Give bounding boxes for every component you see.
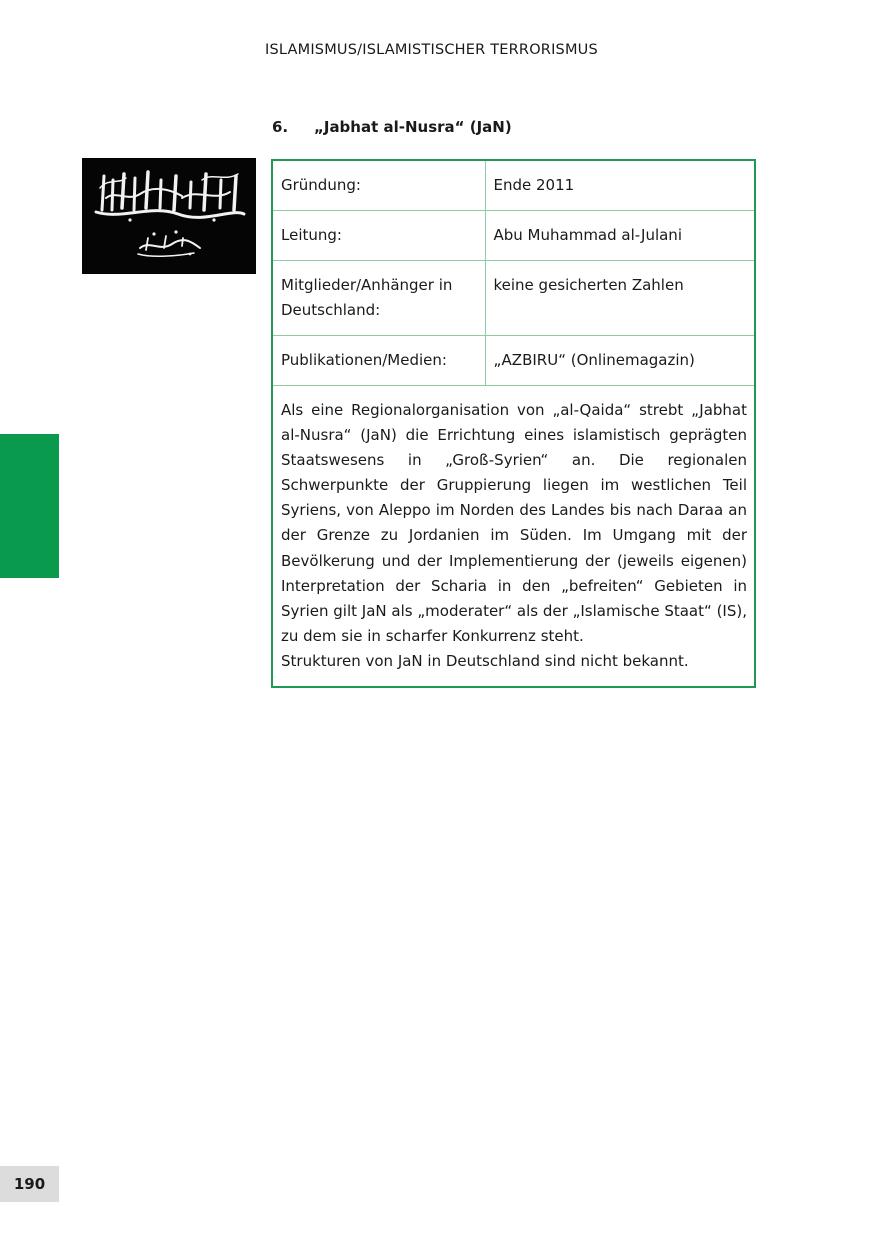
description-block: [273, 386, 754, 686]
facts-table: [273, 161, 754, 386]
calligraphy-banner-icon: [82, 158, 256, 274]
closing-text: Strukturen von JaN in Deutschland sind nicht bekannt.: [281, 651, 689, 670]
description-text: Als eine Regionalorganisation von „al-Qaida“ strebt „Jabhat al-Nusra“ (JaN) die Errichtung eines islamistisch geprägten Staatswesens in „Groß-Syrien“ an. Die regionalen Schwerpunkte der Gruppierung liegen im westlichen Teil Syriens, von Aleppo im Norden des Landes bis nach Daraa an der Grenze zu Jordanien im Süden. Im Umgang mit der Bevölkerung und der Implementierung der (jeweils eigenen) Interpretation der Scharia in den „befreiten“ Gebieten in Syrien gilt JaN als „moderater“ als der „Islamische Staat“ (IS), zu dem sie in scharfer Konkurrenz steht.: [281, 401, 747, 645]
table-row: [273, 336, 754, 386]
row-label: Gründung:: [273, 161, 485, 211]
row-value: Abu Muhammad al-Julani: [485, 211, 754, 261]
row-value: keine gesicherten Zahlen: [485, 261, 754, 336]
organization-info-box: [271, 159, 756, 688]
section-title: „Jabhat al-Nusra“ (JaN): [314, 118, 512, 136]
table-row: [273, 161, 754, 211]
running-header: ISLAMISMUS/ISLAMISTISCHER TERRORISMUS: [265, 42, 598, 58]
chapter-color-tab: [0, 434, 59, 578]
row-value: „AZBIRU“ (Onlinemagazin): [485, 336, 754, 386]
table-row: [273, 211, 754, 261]
row-value: Ende 2011: [485, 161, 754, 211]
section-number: 6.: [272, 118, 289, 136]
section-heading: [272, 118, 512, 136]
organization-logo-icon: [82, 158, 256, 274]
table-row: [273, 261, 754, 336]
row-label: Publikationen/Medien:: [273, 336, 485, 386]
row-label: Mitglieder/Anhänger in Deutschland:: [273, 261, 485, 336]
page-number: 190: [0, 1166, 59, 1202]
row-label: Leitung:: [273, 211, 485, 261]
